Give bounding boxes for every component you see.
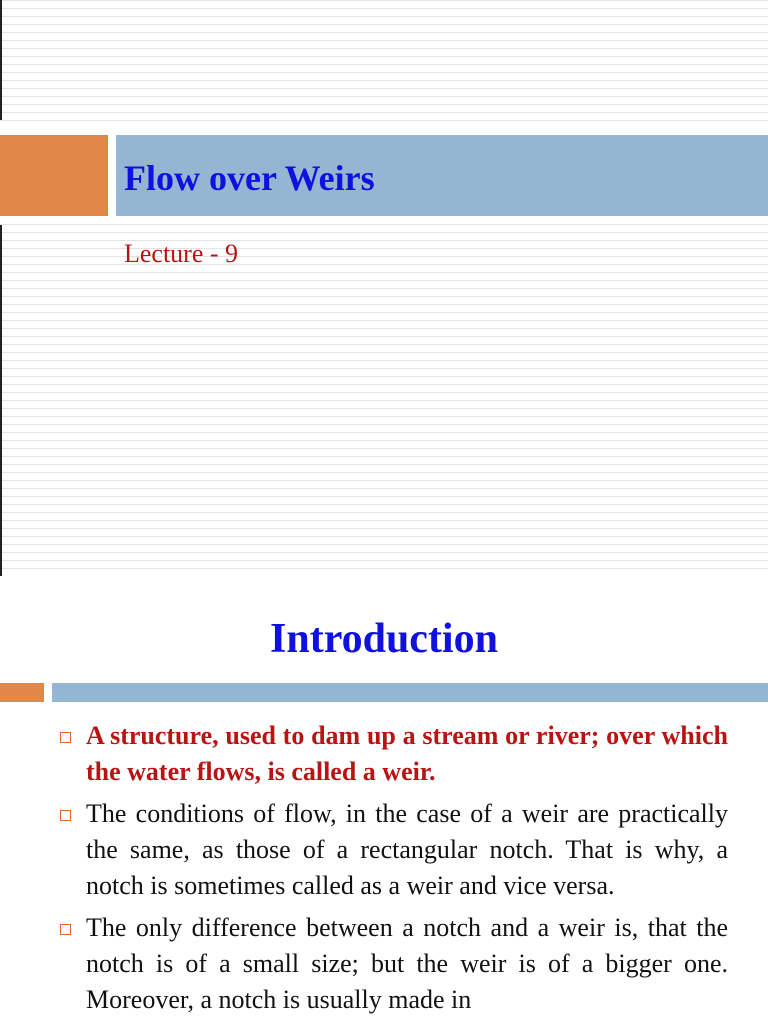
square-bullet-icon: [60, 810, 71, 821]
section-heading: Introduction: [270, 616, 498, 662]
bullet-text: The only difference between a notch and a weir is, that the notch is of a small size; but the weir is of a bigger one. Moreover, a notch is usually made in: [86, 913, 728, 1014]
bullet-item-3: [60, 910, 728, 1018]
bullet-text: A structure, used to dam up a stream or river; over which the water flows, is called a weir.: [86, 721, 728, 786]
slide-title: Flow over Weirs: [124, 158, 375, 198]
square-bullet-icon: [60, 924, 71, 935]
slide-left-border-bottom: [0, 225, 2, 576]
slide-2: [0, 576, 768, 1024]
square-bullet-icon: [60, 732, 71, 743]
bullet-item-1: [60, 718, 728, 790]
bullet-text: The conditions of flow, in the case of a weir are practically the same, as those of a rectangular notch. That is why, a notch is sometimes called as a weir and vice versa.: [86, 799, 728, 900]
bullet-item-2: [60, 796, 728, 904]
slide-left-border-top: [0, 0, 2, 120]
bullet-list: [60, 718, 728, 1024]
title-orange-accent: [0, 135, 108, 216]
heading-orange-accent: [0, 683, 44, 702]
heading-blue-band: [52, 683, 768, 702]
slide-subtitle: Lecture - 9: [124, 239, 239, 268]
